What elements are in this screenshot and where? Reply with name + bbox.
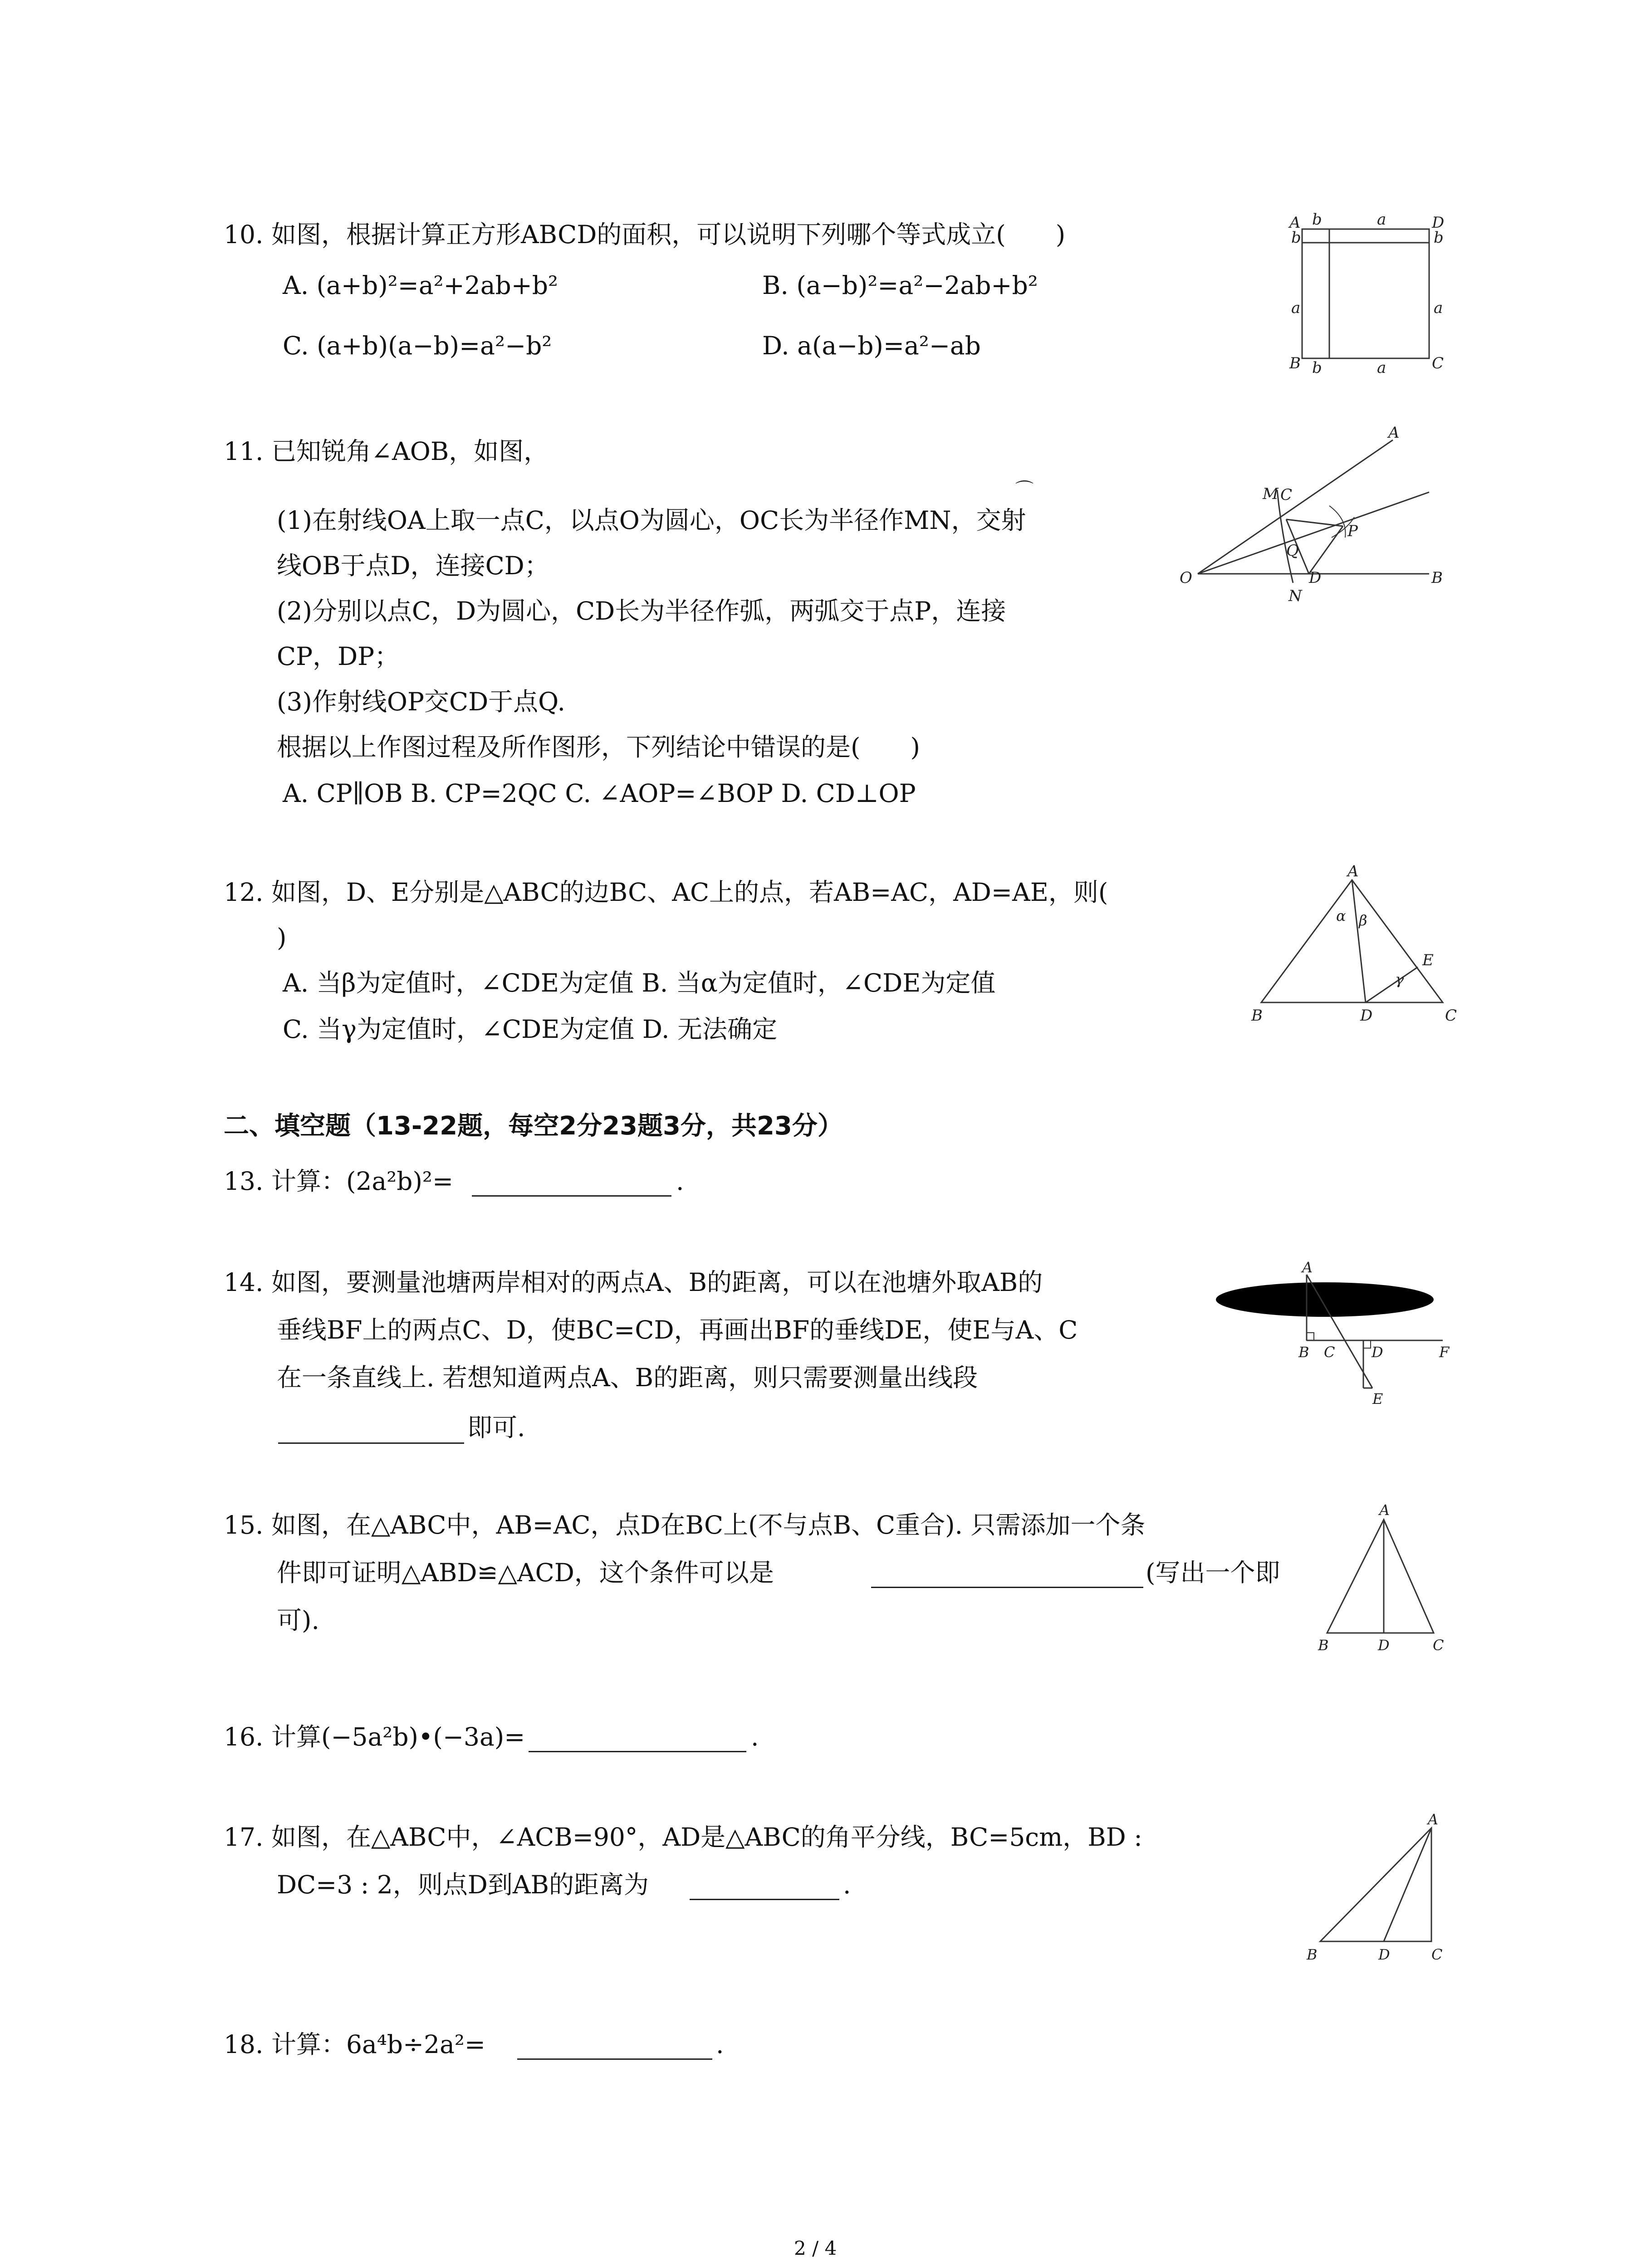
q15-line2-end: (写出一个即 <box>1146 1558 1280 1587</box>
q11-step3: (3)作射线OP交CD于点Q. <box>277 687 566 716</box>
q12-options-row2: C. 当γ为定值时，∠CDE为定值 D. 无法确定 <box>283 1015 777 1044</box>
q12-label-B: B <box>1251 1007 1263 1025</box>
q16-end: . <box>751 1722 759 1751</box>
q10-label-B: B <box>1289 354 1301 372</box>
q12-stem-line1: 12. 如图，D、E分别是△ABC的边BC、AC上的点，若AB=AC，AD=AE，则( <box>224 878 1108 907</box>
q13-answer-blank[interactable] <box>472 1195 671 1197</box>
q11-label-B: B <box>1431 569 1443 587</box>
q15-label-A: A <box>1379 1501 1390 1519</box>
q11-options: A. CP∥OB B. CP=2QC C. ∠AOP=∠BOP D. CD⊥OP <box>283 779 916 808</box>
q12-triangle-figure <box>1243 862 1470 1030</box>
q11-question: 根据以上作图过程及所作图形，下列结论中错误的是( ) <box>277 733 920 762</box>
q11-label-O: O <box>1180 569 1192 587</box>
q15-label-B: B <box>1318 1637 1329 1654</box>
q17-line1: 17. 如图，在△ABC中，∠ACB=90°，AD是△ABC的角平分线，BC=5cm，BD : <box>224 1823 1142 1852</box>
q10-stem: 10. 如图，根据计算正方形ABCD的面积，可以说明下列哪个等式成立( ) <box>224 220 1066 249</box>
q17-label-C: C <box>1431 1946 1443 1963</box>
q17-line2: DC=3 : 2，则点D到AB的距离为 <box>277 1870 649 1899</box>
q12-label-A: A <box>1347 862 1359 880</box>
q14-label-E: E <box>1372 1390 1383 1408</box>
q12-label-E: E <box>1422 951 1434 969</box>
q10-label-a-right: a <box>1434 299 1443 317</box>
q11-construction-figure <box>1166 426 1484 608</box>
q10-label-a-top: a <box>1377 210 1386 229</box>
q15-label-C: C <box>1433 1637 1444 1654</box>
q14-line1: 14. 如图，要测量池塘两岸相对的两点A、B的距离，可以在池塘外取AB的 <box>224 1268 1043 1297</box>
q11-step2b: CP，DP； <box>277 642 400 671</box>
q14-line4-end: 即可. <box>467 1413 525 1442</box>
q18-answer-blank[interactable] <box>517 2058 712 2060</box>
q14-pond-figure <box>1216 1256 1470 1415</box>
q17-label-A: A <box>1428 1811 1439 1828</box>
q13-end: . <box>676 1167 684 1196</box>
q16-answer-blank[interactable] <box>529 1751 746 1752</box>
q11-label-D: D <box>1309 569 1322 587</box>
q11-mn-arc-mark: ⌒ <box>1015 479 1034 500</box>
q15-label-D: D <box>1378 1637 1390 1654</box>
q10-label-A: A <box>1289 214 1301 232</box>
q12-label-gamma: γ <box>1395 971 1404 988</box>
q18-end: . <box>716 2030 724 2059</box>
q12-stem-line2: ) <box>277 923 287 952</box>
q10-option-d: D. a(a−b)=a²−ab <box>762 331 981 360</box>
q14-label-D: D <box>1372 1344 1383 1361</box>
q15-answer-blank[interactable] <box>871 1587 1143 1588</box>
q10-label-b-top: b <box>1312 210 1322 229</box>
q11-step1b: 线OB于点D，连接CD； <box>277 551 549 580</box>
q17-label-D: D <box>1378 1946 1390 1963</box>
q17-line2-end: . <box>843 1870 851 1899</box>
q11-label-M: M <box>1263 485 1279 503</box>
q10-label-b-right: b <box>1434 229 1444 247</box>
q11-step2a: (2)分别以点C，D为圆心，CD长为半径作弧，两弧交于点P，连接 <box>277 596 1006 626</box>
q10-option-b: B. (a−b)²=a²−2ab+b² <box>762 271 1038 300</box>
q11-step1a: (1)在射线OA上取一点C，以点O为圆心，OC长为半径作MN，交射 <box>277 506 1026 535</box>
q12-label-alpha: α <box>1336 907 1346 924</box>
q16-text: 16. 计算(−5a²b)•(−3a)= <box>224 1722 525 1751</box>
q10-label-b-left: b <box>1291 229 1301 247</box>
pond-shape <box>1216 1282 1434 1317</box>
q10-label-C: C <box>1432 354 1444 372</box>
q14-answer-blank[interactable] <box>278 1442 464 1444</box>
q11-stem: 11. 已知锐角∠AOB，如图， <box>224 437 549 466</box>
q14-label-F: F <box>1439 1344 1450 1361</box>
q11-label-Q: Q <box>1286 542 1299 560</box>
q12-options-row1: A. 当β为定值时，∠CDE为定值 B. 当α为定值时，∠CDE为定值 <box>283 968 996 997</box>
q15-line2: 件即可证明△ABD≌△ACD，这个条件可以是 <box>277 1558 774 1587</box>
q10-square-figure <box>1279 204 1461 381</box>
q15-line1: 15. 如图，在△ABC中，AB=AC，点D在BC上(不与点B、C重合). 只需添加一个条 <box>224 1510 1146 1540</box>
q10-label-a-left: a <box>1291 299 1301 317</box>
q12-label-beta: β <box>1359 912 1367 929</box>
q14-line3: 在一条直线上. 若想知道两点A、B的距离，则只需要测量出线段 <box>277 1363 978 1392</box>
page-number: 2 / 4 <box>794 2237 837 2259</box>
q10-label-D: D <box>1432 214 1445 232</box>
q14-line2: 垂线BF上的两点C、D，使BC=CD，再画出BF的垂线DE，使E与A、C <box>277 1315 1078 1344</box>
q10-label-a-bottom: a <box>1377 359 1386 377</box>
q12-label-D: D <box>1360 1007 1373 1025</box>
q14-label-A: A <box>1302 1259 1313 1276</box>
q10-option-c: C. (a+b)(a−b)=a²−b² <box>283 331 552 360</box>
q17-right-triangle-figure <box>1298 1810 1461 1969</box>
q11-label-C: C <box>1280 486 1293 504</box>
q15-line3: 可). <box>277 1606 319 1635</box>
q13-text: 13. 计算：(2a²b)²= <box>224 1167 454 1196</box>
q18-text: 18. 计算：6a⁴b÷2a²= <box>224 2030 485 2059</box>
q11-label-A: A <box>1388 426 1400 442</box>
q17-label-B: B <box>1307 1946 1318 1963</box>
q15-isosceles-figure <box>1307 1497 1461 1660</box>
q11-label-P: P <box>1347 522 1358 540</box>
q10-option-a: A. (a+b)²=a²+2ab+b² <box>283 271 558 300</box>
q14-label-B: B <box>1298 1344 1309 1361</box>
q17-answer-blank[interactable] <box>690 1899 839 1900</box>
q10-label-b-bottom: b <box>1312 359 1322 377</box>
q12-label-C: C <box>1445 1007 1457 1025</box>
section-heading-fill-in: 二、填空题（13-22题，每空2分23题3分，共23分） <box>224 1111 843 1141</box>
q14-label-C: C <box>1324 1344 1335 1361</box>
q11-label-N: N <box>1288 587 1302 605</box>
